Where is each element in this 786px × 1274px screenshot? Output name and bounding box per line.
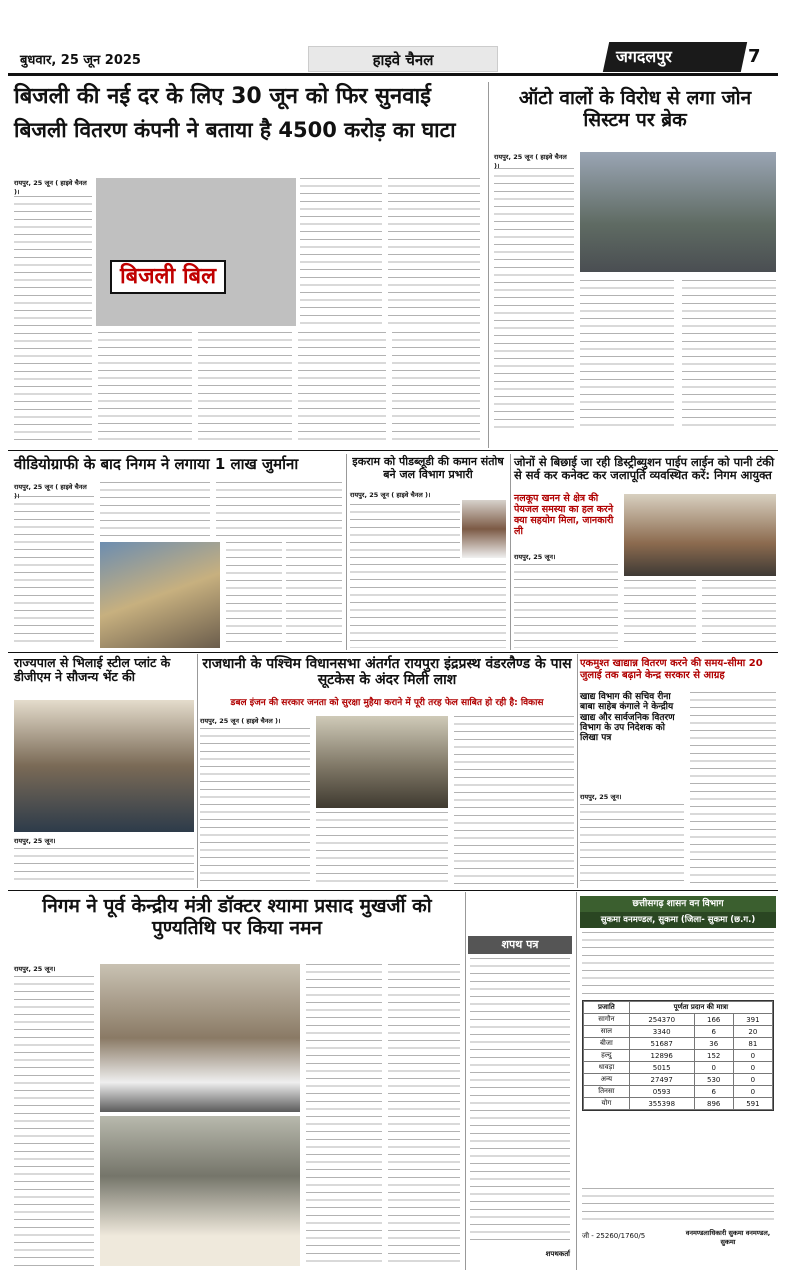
forest-th-quantity: पूर्णता प्रदान की मात्रा bbox=[629, 1002, 772, 1014]
story9-photo1 bbox=[100, 964, 300, 1112]
col-rule-7 bbox=[576, 892, 577, 1270]
story4-headline: इकराम को पीडब्लूडी की कमान संतोष बने जल विभाग प्रभारी bbox=[352, 455, 504, 481]
story1-col2 bbox=[300, 178, 382, 326]
story7-col1 bbox=[200, 728, 310, 886]
forest-table-row bbox=[584, 1038, 773, 1050]
story3-col5 bbox=[286, 542, 342, 648]
paper-name: हाइवे चैनल bbox=[308, 46, 498, 72]
forest-ad-head1: छत्तीसगढ़ शासन वन विभाग bbox=[580, 896, 776, 912]
col-rule-1 bbox=[488, 82, 489, 448]
forest-ad-notes bbox=[582, 1188, 774, 1224]
story8-subhead: खाद्य विभाग की सचिव रीना बाबा साहेब कंगाले ने केन्द्रीय खाद्य और सार्वजनिक वितरण विभाग के उप निदेशक को लिखा पत्र bbox=[580, 692, 675, 744]
story7-col2 bbox=[316, 812, 448, 886]
story9-col3 bbox=[388, 964, 460, 1266]
story1-col6 bbox=[298, 332, 386, 446]
col-rule-6 bbox=[465, 892, 466, 1270]
forest-table-row bbox=[584, 1062, 773, 1074]
story1-col7 bbox=[392, 332, 480, 446]
forest-ad-sign: वनमण्डलाधिकारी सुकमा वनमण्डल, सुकमा bbox=[685, 1229, 771, 1246]
story8-col1 bbox=[580, 804, 684, 886]
forest-table-cell: 0 bbox=[733, 1062, 772, 1074]
forest-table-row bbox=[584, 1074, 773, 1086]
page-number: 7 bbox=[748, 46, 761, 67]
section-divider-3 bbox=[8, 890, 778, 891]
story7-dateline: रायपुर, 25 जून ( हाइवे चैनल )। bbox=[200, 717, 281, 725]
edition-city: जगदलपुर bbox=[603, 42, 747, 72]
story3-col4 bbox=[226, 542, 282, 648]
story1-headline2: बिजली वितरण कंपनी ने बताया है 4500 करोड़ का घाटा bbox=[14, 118, 456, 142]
forest-ad-intro bbox=[582, 932, 774, 996]
forest-table-row bbox=[584, 1086, 773, 1098]
story4-portrait bbox=[462, 500, 506, 558]
story9-photo2 bbox=[100, 1116, 300, 1266]
col-rule-5 bbox=[577, 654, 578, 888]
forest-ad-table bbox=[582, 1000, 774, 1111]
story1-headline1: बिजली की नई दर के लिए 30 जून को फिर सुनवाई bbox=[14, 84, 431, 109]
story3-col2 bbox=[100, 482, 210, 538]
story5-subhead: नलकूप खनन से क्षेत्र की पेयजल समस्या का हल करने क्या सहयोग मिला, जानकारी ली bbox=[514, 493, 614, 537]
story2-dateline: रायपुर, 25 जून ( हाइवे चैनल )। bbox=[494, 153, 567, 170]
story6-body bbox=[14, 848, 194, 886]
story7-headline: राजधानी के पश्चिम विधानसभा अंतर्गत रायपुरा इंद्रप्रस्थ वंडरलैण्ड के पास सूटकेस के अंदर मिली लाश bbox=[202, 656, 572, 689]
story2-col1 bbox=[494, 168, 574, 428]
forest-ad-head2: सुकमा वनमण्डल, सुकमा (जिला- सुकमा (छ.ग.) bbox=[580, 912, 776, 928]
forest-table-cell: योग bbox=[584, 1098, 630, 1110]
story1-col4 bbox=[98, 332, 192, 446]
shapath-body bbox=[470, 958, 570, 1244]
forest-table-cell: 896 bbox=[694, 1098, 733, 1110]
story8-dateline: रायपुर, 25 जून। bbox=[580, 793, 622, 801]
forest-table-cell: हल्दु bbox=[584, 1050, 630, 1062]
forest-table-row bbox=[584, 1098, 773, 1110]
forest-table-cell: 0 bbox=[733, 1050, 772, 1062]
issue-date: बुधवार, 25 जून 2025 bbox=[20, 53, 141, 68]
forest-table-cell: 166 bbox=[694, 1014, 733, 1026]
story1-col5 bbox=[198, 332, 292, 446]
forest-table-cell: बीजा bbox=[584, 1038, 630, 1050]
forest-table-cell: 51687 bbox=[629, 1038, 694, 1050]
story2-headline: ऑटो वालों के विरोध से लगा जोन सिस्टम पर ब्रेक bbox=[518, 87, 752, 131]
forest-table-cell: 0593 bbox=[629, 1086, 694, 1098]
forest-table-cell: 27497 bbox=[629, 1074, 694, 1086]
story5-col3 bbox=[702, 580, 776, 648]
forest-table-cell: धावड़ा bbox=[584, 1062, 630, 1074]
forest-table-cell: 20 bbox=[733, 1026, 772, 1038]
col-rule-3 bbox=[510, 454, 511, 650]
story8-headline: एकमुश्त खाद्यान्न वितरण करने की समय-सीमा 20 जुलाई तक बढ़ाने केन्द्र सरकार से आग्रह bbox=[580, 658, 763, 681]
story5-col2 bbox=[624, 580, 696, 648]
forest-table-cell: सागौन bbox=[584, 1014, 630, 1026]
forest-table-cell: 0 bbox=[733, 1074, 772, 1086]
forest-table-cell: 6 bbox=[694, 1086, 733, 1098]
forest-table-row bbox=[584, 1050, 773, 1062]
story1-col1 bbox=[14, 196, 92, 446]
forest-table-cell: 36 bbox=[694, 1038, 733, 1050]
forest-table-cell: 3340 bbox=[629, 1026, 694, 1038]
story4-dateline: रायपुर, 25 जून ( हाइवे चैनल )। bbox=[350, 491, 431, 499]
story4-col2 bbox=[350, 564, 506, 648]
story6-dateline: रायपुर, 25 जून। bbox=[14, 837, 56, 845]
story2-photo bbox=[580, 152, 776, 272]
story3-col3 bbox=[216, 482, 342, 538]
story2-col3 bbox=[682, 280, 776, 430]
story9-dateline: रायपुर, 25 जून। bbox=[14, 965, 56, 973]
story3-col1 bbox=[14, 496, 94, 648]
story7-col3 bbox=[454, 716, 574, 886]
bijli-photo bbox=[96, 178, 296, 326]
forest-table-cell: 0 bbox=[733, 1086, 772, 1098]
forest-table-cell: 591 bbox=[733, 1098, 772, 1110]
forest-table-cell: तिनसा bbox=[584, 1086, 630, 1098]
forest-table-cell: 355398 bbox=[629, 1098, 694, 1110]
story6-photo bbox=[14, 700, 194, 832]
forest-table-cell: साल bbox=[584, 1026, 630, 1038]
forest-table-cell: 6 bbox=[694, 1026, 733, 1038]
masthead bbox=[8, 40, 778, 76]
forest-th-species: प्रजाति bbox=[584, 1002, 630, 1014]
forest-table-cell: 5015 bbox=[629, 1062, 694, 1074]
story1-dateline: रायपुर, 25 जून ( हाइवे चैनल )। bbox=[14, 179, 87, 196]
forest-table-cell: 391 bbox=[733, 1014, 772, 1026]
story5-photo bbox=[624, 494, 776, 576]
bijli-photo-label: बिजली बिल bbox=[110, 260, 226, 294]
story3-headline: वीडियोग्राफी के बाद निगम ने लगाया 1 लाख जुर्माना bbox=[14, 455, 299, 473]
forest-table-cell: 254370 bbox=[629, 1014, 694, 1026]
forest-table-cell: अन्य bbox=[584, 1074, 630, 1086]
story4-col1 bbox=[350, 504, 460, 562]
shapath-title: शपथ पत्र bbox=[468, 936, 572, 954]
forest-table-row bbox=[584, 1014, 773, 1026]
story3-dateline: रायपुर, 25 जून ( हाइवे चैनल )। bbox=[14, 483, 87, 500]
story9-col2 bbox=[306, 964, 382, 1266]
section-divider-1 bbox=[8, 450, 778, 451]
col-rule-4 bbox=[197, 654, 198, 888]
section-divider-2 bbox=[8, 652, 778, 653]
shapath-footer: शपथकर्ता bbox=[545, 1250, 570, 1258]
story5-dateline: रायपुर, 25 जून। bbox=[514, 553, 556, 561]
forest-table-row bbox=[584, 1026, 773, 1038]
story7-subhead: डबल इंजन की सरकार जनता को सुरक्षा मुहैया कराने में पूरी तरह फेल साबित हो रही है: विकास bbox=[230, 698, 544, 708]
story9-headline: निगम ने पूर्व केन्द्रीय मंत्री डॉक्टर श्यामा प्रसाद मुखर्जी को पुण्यतिथि पर किया नमन bbox=[42, 895, 432, 939]
story9-col1 bbox=[14, 976, 94, 1266]
story3-photo bbox=[100, 542, 220, 648]
story8-col2 bbox=[690, 692, 776, 886]
col-rule-2 bbox=[346, 454, 347, 650]
forest-table-cell: 12896 bbox=[629, 1050, 694, 1062]
story5-headline: जोनों से बिछाई जा रही डिस्ट्रीब्युशन पाईप लाईन को पानी टंकी से सर्व कर कनेक्ट कर जलापूर्ति व्यवस्थित करें: निगम आयुक्त bbox=[514, 455, 775, 483]
story1-col3 bbox=[388, 178, 480, 326]
forest-table-cell: 0 bbox=[694, 1062, 733, 1074]
story7-photo bbox=[316, 716, 448, 808]
forest-ad-ref: जी - 25260/1760/5 bbox=[582, 1232, 646, 1240]
forest-table-cell: 152 bbox=[694, 1050, 733, 1062]
forest-table-cell: 81 bbox=[733, 1038, 772, 1050]
story5-col1 bbox=[514, 564, 618, 648]
story2-col2 bbox=[580, 280, 674, 430]
story6-headline: राज्यपाल से भिलाई स्टील प्लांट के डीजीएम ने सौजन्य भेंट की bbox=[14, 655, 171, 685]
forest-table-cell: 530 bbox=[694, 1074, 733, 1086]
